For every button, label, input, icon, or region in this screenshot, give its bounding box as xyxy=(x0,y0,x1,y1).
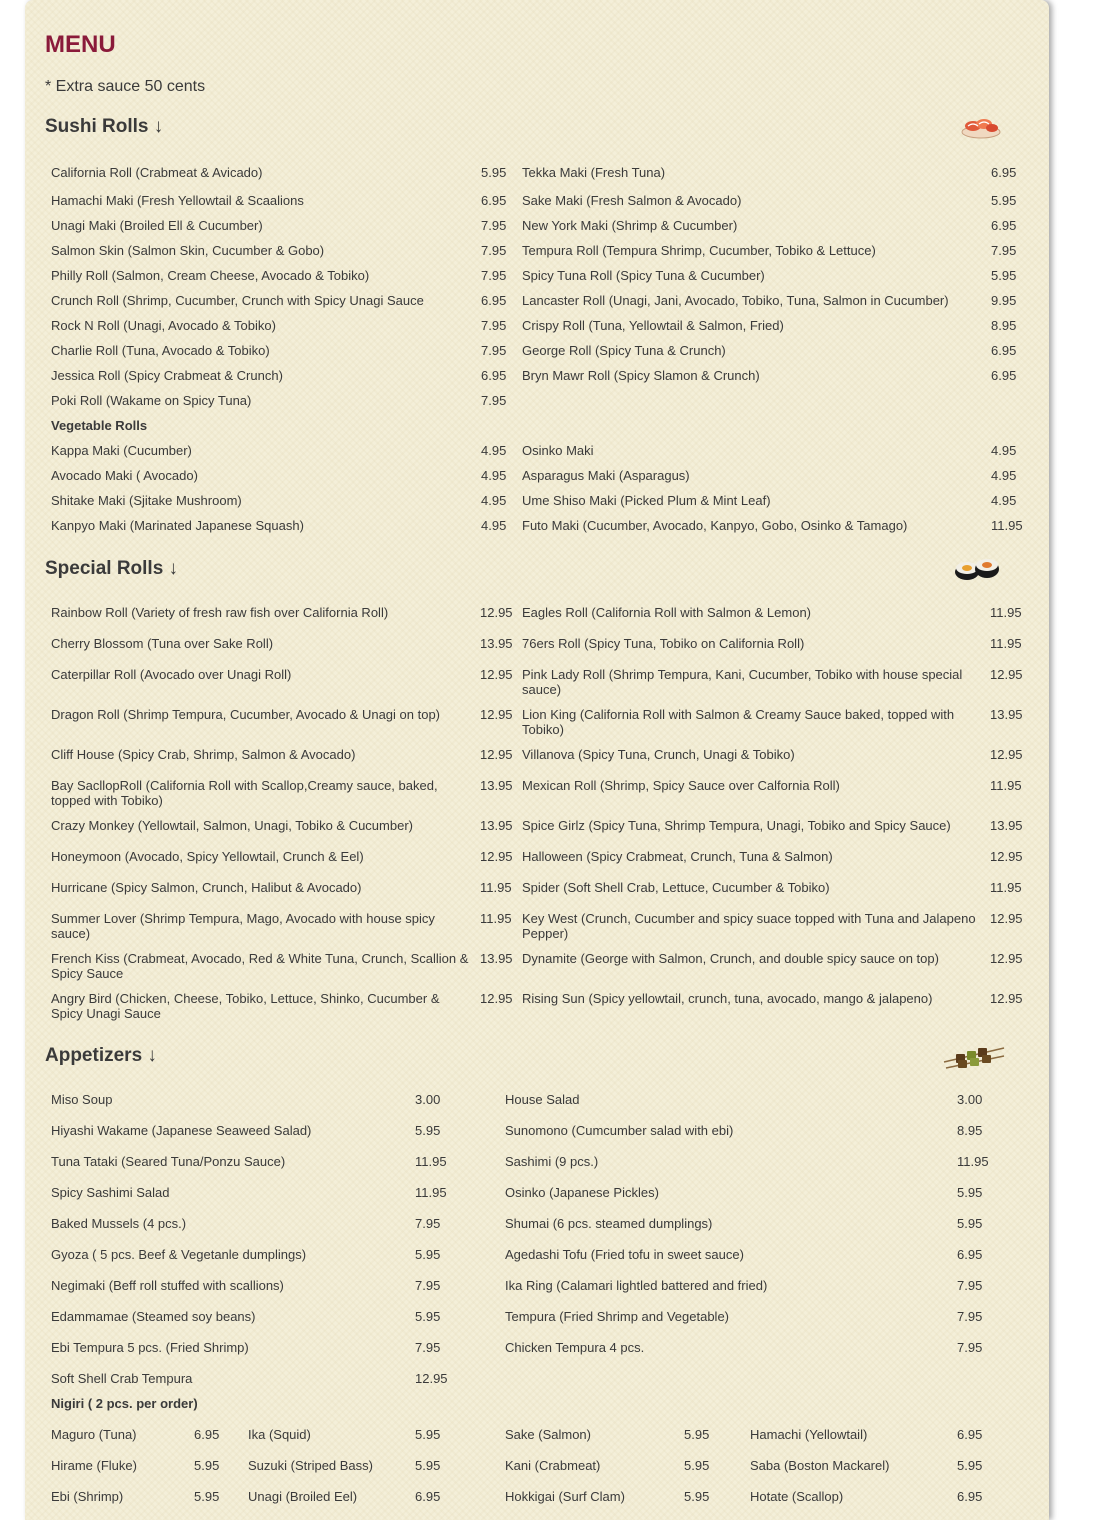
menu-item-name: Lancaster Roll (Unagi, Jani, Avocado, Tobiko, Tuna, Salmon in Cucumber) xyxy=(522,293,949,308)
menu-item-price: 11.95 xyxy=(990,778,1022,793)
menu-item-name: Cherry Blossom (Tuna over Sake Roll) xyxy=(51,636,274,651)
menu-item-price: 4.95 xyxy=(481,443,507,458)
menu-item-price: 12.95 xyxy=(990,667,1023,682)
menu-item-name: Rainbow Roll (Variety of fresh raw fish over California Roll) xyxy=(51,605,389,620)
menu-item-name: Tekka Maki (Fresh Tuna) xyxy=(522,165,666,180)
menu-item-price: 6.95 xyxy=(481,193,507,208)
menu-item-name: Dragon Roll (Shrimp Tempura, Cucumber, Avocado & Unagi on top) xyxy=(51,707,440,722)
nigiri-heading: Nigiri ( 2 pcs. per order) xyxy=(51,1396,198,1411)
menu-item-name: Soft Shell Crab Tempura xyxy=(51,1371,193,1386)
skewer-icon xyxy=(942,1040,1006,1070)
menu-item-name: French Kiss (Crabmeat, Avocado, Red & White Tuna, Crunch, Scallion & Spicy Sauce xyxy=(51,951,469,981)
menu-item-price: 11.95 xyxy=(991,518,1023,533)
menu-item-price: 6.95 xyxy=(991,218,1017,233)
menu-item-price: 7.95 xyxy=(481,243,507,258)
menu-item-name: Caterpillar Roll (Avocado over Unagi Roll) xyxy=(51,667,292,682)
menu-item-price: 12.95 xyxy=(990,849,1023,864)
menu-item-price: 5.95 xyxy=(194,1489,220,1504)
menu-item-price: 7.95 xyxy=(415,1340,441,1355)
menu-item-name: Ebi Tempura 5 pcs. (Fried Shrimp) xyxy=(51,1340,249,1355)
menu-item-price: 12.95 xyxy=(480,849,513,864)
menu-item-name: Cliff House (Spicy Crab, Shrimp, Salmon & Avocado) xyxy=(51,747,356,762)
menu-item-name: Kappa Maki (Cucumber) xyxy=(51,443,192,458)
menu-item-name: Charlie Roll (Tuna, Avocado & Tobiko) xyxy=(51,343,270,358)
menu-item-price: 6.95 xyxy=(481,368,507,383)
menu-item-name: Shitake Maki (Sjitake Mushroom) xyxy=(51,493,242,508)
menu-item-name: Rock N Roll (Unagi, Avocado & Tobiko) xyxy=(51,318,276,333)
menu-item-name: Honeymoon (Avocado, Spicy Yellowtail, Crunch & Eel) xyxy=(51,849,364,864)
menu-item-price: 7.95 xyxy=(957,1278,983,1293)
menu-item-name: Crispy Roll (Tuna, Yellowtail & Salmon, Fried) xyxy=(522,318,784,333)
menu-item-price: 5.95 xyxy=(481,165,507,180)
section-heading-special-rolls[interactable]: Special Rolls ↓ xyxy=(45,558,179,579)
menu-item-name: Spicy Tuna Roll (Spicy Tuna & Cucumber) xyxy=(522,268,765,283)
menu-item-price: 7.95 xyxy=(957,1309,983,1324)
menu-item-price: 6.95 xyxy=(957,1247,983,1262)
menu-item-name: Hamachi (Yellowtail) xyxy=(750,1427,868,1442)
menu-item-price: 6.95 xyxy=(194,1427,220,1442)
menu-item-price: 5.95 xyxy=(684,1489,710,1504)
menu-item-price: 5.95 xyxy=(957,1458,983,1473)
menu-item-name: Eagles Roll (California Roll with Salmon & Lemon) xyxy=(522,605,812,620)
menu-item-name: Kanpyo Maki (Marinated Japanese Squash) xyxy=(51,518,304,533)
menu-item-price: 6.95 xyxy=(991,343,1017,358)
menu-item-name: Hiyashi Wakame (Japanese Seaweed Salad) xyxy=(51,1123,312,1138)
menu-item-price: 8.95 xyxy=(991,318,1017,333)
menu-item-name: Suzuki (Striped Bass) xyxy=(248,1458,373,1473)
menu-item-name: Agedashi Tofu (Fried tofu in sweet sauce) xyxy=(505,1247,744,1262)
menu-item-price: 6.95 xyxy=(957,1427,983,1442)
menu-item-name: Pink Lady Roll (Shrimp Tempura, Kani, Cucumber, Tobiko with house special sauce) xyxy=(522,667,963,697)
menu-item-price: 7.95 xyxy=(481,318,507,333)
menu-item-price: 6.95 xyxy=(991,368,1017,383)
menu-item-name: Spider (Soft Shell Crab, Lettuce, Cucumber & Tobiko) xyxy=(522,880,830,895)
menu-item-price: 13.95 xyxy=(480,951,513,966)
menu-item-price: 4.95 xyxy=(991,443,1017,458)
menu-item-name: Hamachi Maki (Fresh Yellowtail & Scaalions xyxy=(51,193,304,208)
menu-item-price: 3.00 xyxy=(957,1092,983,1107)
menu-item-price: 7.95 xyxy=(481,343,507,358)
menu-item-name: Crazy Monkey (Yellowtail, Salmon, Unagi, Tobiko & Cucumber) xyxy=(51,818,413,833)
menu-item-name: 76ers Roll (Spicy Tuna, Tobiko on California Roll) xyxy=(522,636,805,651)
menu-item-name: Sake (Salmon) xyxy=(505,1427,591,1442)
page-title: MENU xyxy=(45,31,116,58)
menu-item-name: Asparagus Maki (Asparagus) xyxy=(522,468,690,483)
menu-item-name: Halloween (Spicy Crabmeat, Crunch, Tuna & Salmon) xyxy=(522,849,833,864)
menu-item-price: 5.95 xyxy=(415,1427,441,1442)
menu-item-price: 11.95 xyxy=(480,911,512,926)
menu-item-price: 11.95 xyxy=(415,1185,447,1200)
menu-item-price: 4.95 xyxy=(481,468,507,483)
menu-item-price: 5.95 xyxy=(415,1458,441,1473)
menu-item-price: 5.95 xyxy=(684,1458,710,1473)
menu-item-name: New York Maki (Shrimp & Cucumber) xyxy=(522,218,738,233)
menu-item-name: Rising Sun (Spicy yellowtail, crunch, tuna, avocado, mango & jalapeno) xyxy=(522,991,933,1006)
menu-item-name: Philly Roll (Salmon, Cream Cheese, Avocado & Tobiko) xyxy=(51,268,370,283)
menu-item-price: 5.95 xyxy=(991,193,1017,208)
menu-item-name: Crunch Roll (Shrimp, Cucumber, Crunch with Spicy Unagi Sauce xyxy=(51,293,424,308)
menu-item-price: 13.95 xyxy=(990,707,1023,722)
menu-item-name: Osinko Maki xyxy=(522,443,594,458)
menu-item-name: Key West (Crunch, Cucumber and spicy suace topped with Tuna and Jalapeno Pepper) xyxy=(522,911,976,941)
menu-item-price: 11.95 xyxy=(415,1154,447,1169)
menu-item-name: Negimaki (Beff roll stuffed with scallions) xyxy=(51,1278,284,1293)
menu-item-price: 11.95 xyxy=(990,605,1022,620)
menu-item-name: Jessica Roll (Spicy Crabmeat & Crunch) xyxy=(51,368,283,383)
menu-item-name: California Roll (Crabmeat & Avicado) xyxy=(51,165,263,180)
menu-item-name: Ume Shiso Maki (Picked Plum & Mint Leaf) xyxy=(522,493,771,508)
menu-item-price: 5.95 xyxy=(991,268,1017,283)
menu-item-name: Ebi (Shrimp) xyxy=(51,1489,124,1504)
menu-item-price: 6.95 xyxy=(957,1489,983,1504)
menu-item-name: Salmon Skin (Salmon Skin, Cucumber & Gobo) xyxy=(51,243,325,258)
menu-item-price: 12.95 xyxy=(990,991,1023,1006)
menu-item-price: 5.95 xyxy=(415,1247,441,1262)
menu-item-name: Saba (Boston Mackarel) xyxy=(750,1458,890,1473)
menu-item-price: 6.95 xyxy=(415,1489,441,1504)
menu-item-price: 5.95 xyxy=(415,1123,441,1138)
menu-item-price: 12.95 xyxy=(990,951,1023,966)
menu-item-name: Lion King (California Roll with Salmon & Creamy Sauce baked, topped with Tobiko) xyxy=(522,707,955,737)
section-heading-sushi-rolls[interactable]: Sushi Rolls ↓ xyxy=(45,116,164,137)
menu-item-name: Futo Maki (Cucumber, Avocado, Kanpyo, Gobo, Osinko & Tamago) xyxy=(522,518,908,533)
menu-item-name: Hirame (Fluke) xyxy=(51,1458,137,1473)
menu-item-price: 5.95 xyxy=(194,1458,220,1473)
menu-item-name: Sashimi (9 pcs.) xyxy=(505,1154,599,1169)
menu-item-name: Shumai (6 pcs. steamed dumplings) xyxy=(505,1216,713,1231)
menu-item-price: 6.95 xyxy=(481,293,507,308)
menu-item-price: 7.95 xyxy=(481,218,507,233)
menu-item-name: Hotate (Scallop) xyxy=(750,1489,844,1504)
menu-item-price: 8.95 xyxy=(957,1123,983,1138)
menu-item-name: Ika (Squid) xyxy=(248,1427,311,1442)
menu-item-name: Sunomono (Cumcumber salad with ebi) xyxy=(505,1123,734,1138)
sushi-plate-icon xyxy=(960,112,1002,140)
sushi-rolls-icon xyxy=(953,554,1001,582)
menu-item-name: George Roll (Spicy Tuna & Crunch) xyxy=(522,343,726,358)
menu-item-price: 12.95 xyxy=(480,991,513,1006)
menu-item-price: 11.95 xyxy=(957,1154,989,1169)
menu-item-price: 12.95 xyxy=(480,667,513,682)
menu-item-price: 7.95 xyxy=(481,393,507,408)
menu-item-name: Dynamite (George with Salmon, Crunch, and double spicy sauce on top) xyxy=(522,951,939,966)
extra-sauce-note: * Extra sauce 50 cents xyxy=(45,78,206,95)
menu-item-name: Osinko (Japanese Pickles) xyxy=(505,1185,659,1200)
menu-item-price: 12.95 xyxy=(415,1371,448,1386)
menu-item-name: Mexican Roll (Shrimp, Spicy Sauce over Calfornia Roll) xyxy=(522,778,840,793)
menu-item-price: 4.95 xyxy=(991,493,1017,508)
menu-item-price: 7.95 xyxy=(957,1340,983,1355)
menu-item-price: 4.95 xyxy=(991,468,1017,483)
menu-item-name: Sake Maki (Fresh Salmon & Avocado) xyxy=(522,193,742,208)
menu-item-price: 12.95 xyxy=(990,747,1023,762)
menu-item-name: Angry Bird (Chicken, Cheese, Tobiko, Lettuce, Shinko, Cucumber & Spicy Unagi Sauce xyxy=(51,991,440,1021)
menu-item-name: Spice Girlz (Spicy Tuna, Shrimp Tempura, Unagi, Tobiko and Spicy Sauce) xyxy=(522,818,951,833)
menu-item-price: 4.95 xyxy=(481,518,507,533)
menu-item-price: 12.95 xyxy=(990,911,1023,926)
menu-item-price: 5.95 xyxy=(415,1309,441,1324)
menu-item-name: Spicy Sashimi Salad xyxy=(51,1185,170,1200)
menu-item-name: Chicken Tempura 4 pcs. xyxy=(505,1340,645,1355)
menu-item-name: Ika Ring (Calamari lightled battered and fried) xyxy=(505,1278,768,1293)
menu-item-name: Baked Mussels (4 pcs.) xyxy=(51,1216,187,1231)
menu-item-price: 13.95 xyxy=(480,636,513,651)
menu-item-price: 7.95 xyxy=(481,268,507,283)
menu-item-price: 13.95 xyxy=(480,818,513,833)
menu-item-name: Unagi (Broiled Eel) xyxy=(248,1489,358,1504)
vegetable-rolls-heading: Vegetable Rolls xyxy=(51,418,148,433)
menu-item-price: 13.95 xyxy=(990,818,1023,833)
menu-item-price: 7.95 xyxy=(415,1216,441,1231)
menu-item-name: Tuna Tataki (Seared Tuna/Ponzu Sauce) xyxy=(51,1154,286,1169)
menu-item-price: 3.00 xyxy=(415,1092,441,1107)
menu-item-name: Hurricane (Spicy Salmon, Crunch, Halibut & Avocado) xyxy=(51,880,362,895)
menu-item-price: 5.95 xyxy=(684,1427,710,1442)
menu-item-price: 12.95 xyxy=(480,605,513,620)
menu-item-price: 11.95 xyxy=(480,880,512,895)
menu-item-name: Bryn Mawr Roll (Spicy Slamon & Crunch) xyxy=(522,368,760,383)
menu-item-name: Kani (Crabmeat) xyxy=(505,1458,601,1473)
menu-item-name: House Salad xyxy=(505,1092,580,1107)
menu-item-name: Maguro (Tuna) xyxy=(51,1427,137,1442)
menu-item-name: Tempura (Fried Shrimp and Vegetable) xyxy=(505,1309,730,1324)
menu-item-name: Avocado Maki ( Avocado) xyxy=(51,468,198,483)
menu-item-price: 4.95 xyxy=(481,493,507,508)
menu-item-price: 12.95 xyxy=(480,707,513,722)
menu-item-price: 12.95 xyxy=(480,747,513,762)
menu-item-price: 6.95 xyxy=(991,165,1017,180)
menu-item-name: Hokkigai (Surf Clam) xyxy=(505,1489,625,1504)
menu-item-name: Summer Lover (Shrimp Tempura, Mago, Avocado with house spicy sauce) xyxy=(51,911,435,941)
menu-item-name: Poki Roll (Wakame on Spicy Tuna) xyxy=(51,393,252,408)
menu-item-name: Villanova (Spicy Tuna, Crunch, Unagi & Tobiko) xyxy=(522,747,795,762)
menu-item-price: 11.95 xyxy=(990,880,1022,895)
section-heading-appetizers[interactable]: Appetizers ↓ xyxy=(45,1045,157,1066)
menu-item-price: 5.95 xyxy=(957,1185,983,1200)
menu-item-name: Tempura Roll (Tempura Shrimp, Cucumber, Tobiko & Lettuce) xyxy=(522,243,876,258)
menu-item-price: 7.95 xyxy=(415,1278,441,1293)
menu-item-name: Edammamae (Steamed soy beans) xyxy=(51,1309,256,1324)
menu-item-name: Gyoza ( 5 pcs. Beef & Vegetanle dumplings) xyxy=(51,1247,307,1262)
menu-item-price: 13.95 xyxy=(480,778,513,793)
menu-item-name: Unagi Maki (Broiled Ell & Cucumber) xyxy=(51,218,263,233)
menu-item-name: Miso Soup xyxy=(51,1092,113,1107)
menu-item-price: 9.95 xyxy=(991,293,1017,308)
menu-item-price: 7.95 xyxy=(991,243,1017,258)
menu-item-price: 11.95 xyxy=(990,636,1022,651)
menu-item-name: Bay SacllopRoll (California Roll with Scallop,Creamy sauce, baked, topped with Tobiko) xyxy=(51,778,438,808)
menu-item-price: 5.95 xyxy=(957,1216,983,1231)
